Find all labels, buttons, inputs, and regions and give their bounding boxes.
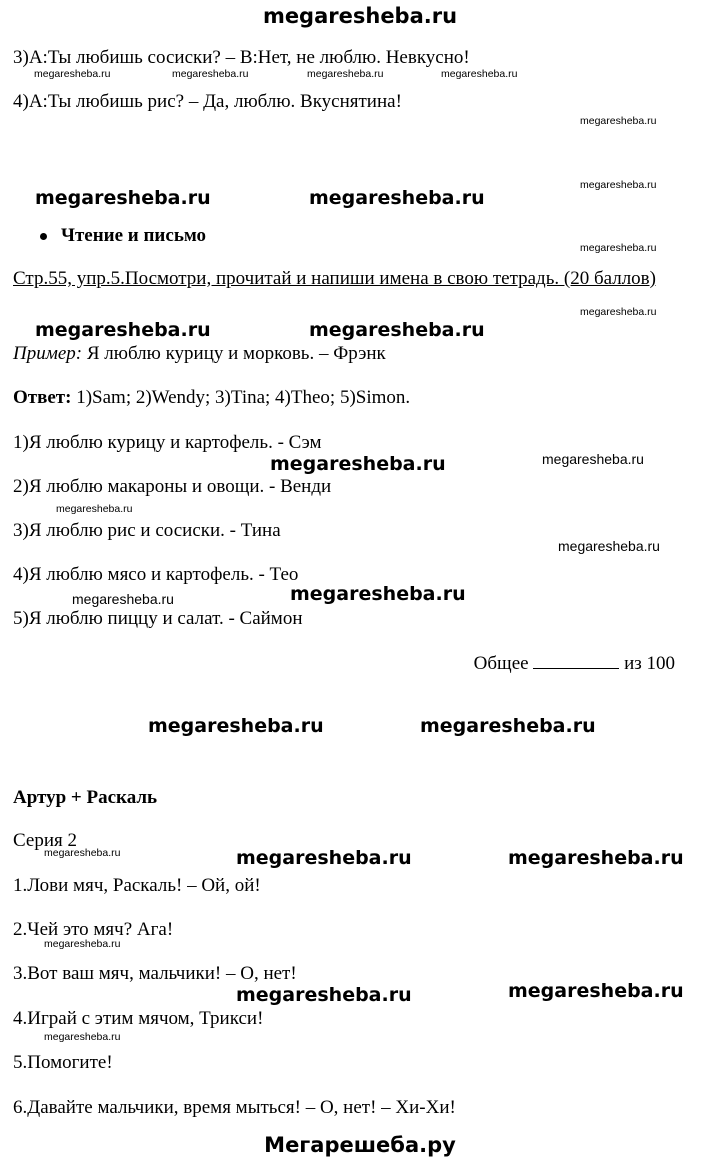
watermark-large: megaresheba.ru	[236, 847, 412, 869]
comic-line: 6.Давайте мальчики, время мыться! – О, нет! – Хи-Хи!	[13, 1097, 456, 1118]
list-item: 5)Я люблю пиццу и салат. - Саймон	[13, 608, 303, 629]
watermark-small: megaresheba.ru	[44, 1031, 121, 1043]
task-instruction: Стр.55, упр.5.Посмотри, прочитай и напиши имена в свою тетрадь. (20 баллов)	[13, 268, 656, 289]
example-line	[13, 343, 386, 365]
watermark-large: megaresheba.ru	[290, 583, 466, 605]
list-item: 1)Я люблю курицу и картофель. - Сэм	[13, 432, 322, 453]
answer-label: Ответ:	[13, 387, 72, 408]
total-label: Общее	[473, 653, 529, 674]
watermark-large: megaresheba.ru	[508, 847, 684, 869]
watermark-small: megaresheba.ru	[44, 938, 121, 950]
site-footer: Мегарешеба.ру	[264, 1133, 456, 1157]
watermark-large: megaresheba.ru	[148, 715, 324, 737]
comic-line: 2.Чей это мяч? Ага!	[13, 919, 174, 940]
watermark-small: megaresheba.ru	[580, 115, 657, 127]
series-label: Серия 2	[13, 830, 77, 851]
watermark-medium: megaresheba.ru	[542, 451, 644, 467]
watermark-small: megaresheba.ru	[580, 306, 657, 318]
site-header: megaresheba.ru	[262, 4, 458, 28]
list-item: 2)Я люблю макароны и овощи. - Венди	[13, 476, 332, 497]
watermark-medium: megaresheba.ru	[72, 591, 174, 607]
comic-line: 3.Вот ваш мяч, мальчики! – О, нет!	[13, 963, 297, 984]
answer-line	[13, 387, 410, 409]
watermark-large: megaresheba.ru	[236, 984, 412, 1006]
comic-line: 1.Лови мяч, Раскаль! – Ой, ой!	[13, 875, 261, 896]
answer-text: 1)Sam; 2)Wendy; 3)Tina; 4)Theo; 5)Simon.	[71, 387, 411, 408]
comic-title: Артур + Раскаль	[13, 787, 158, 808]
dialogue-line-4: 4)А:Ты любишь рис? – Да, люблю. Вкуснятина!	[13, 91, 402, 112]
watermark-large: megaresheba.ru	[309, 187, 485, 209]
watermark-small: megaresheba.ru	[580, 179, 657, 191]
example-label: Пример:	[13, 343, 83, 364]
list-item: 4)Я люблю мясо и картофель. - Тео	[13, 564, 299, 585]
comic-line: 4.Играй с этим мячом, Трикси!	[13, 1008, 264, 1029]
total-score-line	[474, 652, 675, 675]
example-text: Я люблю курицу и морковь. – Фрэнк	[82, 343, 386, 364]
watermark-large: megaresheba.ru	[270, 453, 446, 475]
score-blank	[533, 652, 619, 669]
watermark-large: megaresheba.ru	[508, 980, 684, 1002]
bullet-icon	[40, 233, 47, 240]
watermark-large: megaresheba.ru	[35, 187, 211, 209]
watermark-medium: megaresheba.ru	[558, 538, 660, 554]
watermark-large: megaresheba.ru	[309, 319, 485, 341]
watermark-large: megaresheba.ru	[35, 319, 211, 341]
watermark-large: megaresheba.ru	[420, 715, 596, 737]
watermark-small: megaresheba.ru	[34, 68, 111, 80]
watermark-small: megaresheba.ru	[580, 242, 657, 254]
watermark-small: megaresheba.ru	[56, 503, 133, 515]
watermark-small: megaresheba.ru	[307, 68, 384, 80]
watermark-small: megaresheba.ru	[44, 847, 121, 859]
list-item: 3)Я люблю рис и сосиски. - Тина	[13, 520, 281, 541]
watermark-small: megaresheba.ru	[441, 68, 518, 80]
section-heading: Чтение и письмо	[40, 225, 206, 247]
comic-line: 5.Помогите!	[13, 1052, 113, 1073]
watermark-small: megaresheba.ru	[172, 68, 249, 80]
total-suffix: из 100	[624, 653, 675, 674]
dialogue-line-3: 3)А:Ты любишь сосиски? – В:Нет, не люблю. Невкусно!	[13, 47, 470, 68]
